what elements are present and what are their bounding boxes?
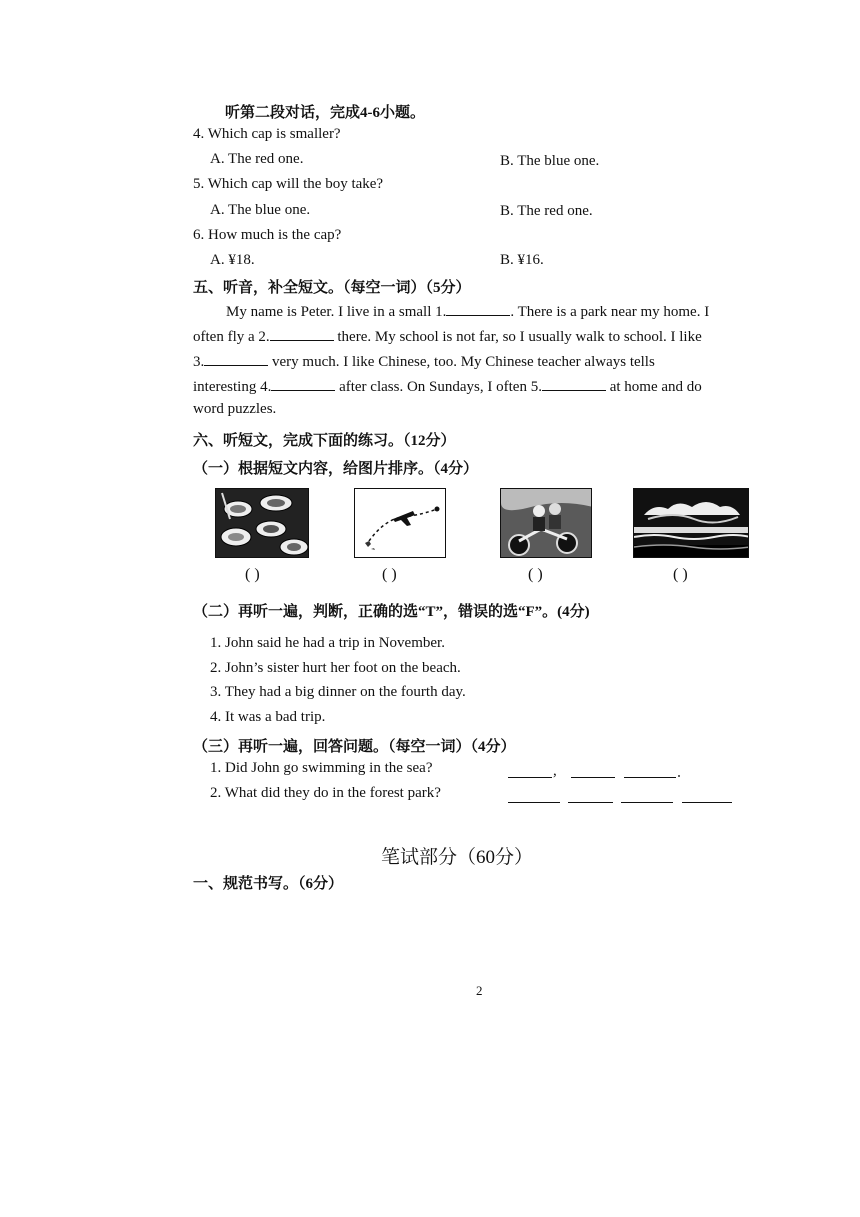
question-5-option-b: B. The red one. <box>500 203 593 219</box>
order-paren-3[interactable]: ( ) <box>528 566 543 583</box>
part6-sub3: （三）再听一遍，回答问题。（每空一词）（4分） <box>193 739 516 755</box>
cloze-text: My name is Peter. I live in a small 1. <box>226 304 447 320</box>
answer-question-1: 1. Did John go swimming in the sea? <box>210 760 433 776</box>
part6-heading: 六、听短文，完成下面的练习。（12分） <box>193 433 456 449</box>
blank-1[interactable] <box>446 301 510 316</box>
cloze-line-4 <box>193 376 702 396</box>
food-plates-picture <box>215 488 309 558</box>
cloze-text: there. My school is not far, so I usually walk to school. I like <box>333 329 702 345</box>
tf-statement-1: 1. John said he had a trip in November. <box>210 635 445 651</box>
section-b-intro: 听第二段对话，完成4-6小题。 <box>225 105 425 121</box>
beach-icon <box>634 489 749 558</box>
question-6-option-b: B. ¥16. <box>500 252 544 268</box>
part6-sub1: （一）根据短文内容，给图片排序。（4分） <box>193 461 479 477</box>
part5-heading: 五、听音，补全短文。（每空一词）（5分） <box>193 280 471 296</box>
question-5: 5. Which cap will the boy take? <box>193 176 384 192</box>
question-5-option-a: A. The blue one. <box>210 202 311 218</box>
cloze-text: often fly a 2. <box>193 329 270 345</box>
cloze-line-2 <box>193 326 702 346</box>
question-6-option-a: A. ¥18. <box>210 252 255 268</box>
question-6: 6. How much is the cap? <box>193 227 342 243</box>
cloze-text: 3. <box>193 354 205 370</box>
motorbike-riders-picture <box>500 488 592 558</box>
cloze-text: very much. I like Chinese, too. My Chinese teacher always tells <box>268 354 655 370</box>
order-paren-1[interactable]: ( ) <box>245 566 260 583</box>
blank-4[interactable] <box>271 376 335 391</box>
written-section-title: 笔试部分（60分） <box>381 847 534 868</box>
question-4-option-b: B. The blue one. <box>500 153 600 169</box>
tf-statement-4: 4. It was a bad trip. <box>210 709 326 725</box>
cloze-text: interesting 4. <box>193 379 272 395</box>
answer-blank[interactable] <box>682 802 732 803</box>
answer-blank[interactable] <box>568 802 613 803</box>
part6-sub2: （二）再听一遍，判断，正确的选“T”，错误的选“F”。(4分) <box>193 604 590 620</box>
cloze-line-1 <box>226 301 709 321</box>
beach-sea-picture <box>633 488 749 558</box>
answer-blank[interactable] <box>508 777 552 778</box>
blank-3[interactable] <box>204 351 268 366</box>
blank-2[interactable] <box>270 326 334 341</box>
answer-blank[interactable] <box>621 802 673 803</box>
question-4-option-a: A. The red one. <box>210 151 304 167</box>
cloze-line-5: word puzzles. <box>193 401 277 417</box>
cloze-text: after class. On Sundays, I often 5. <box>335 379 542 395</box>
answer-question-2: 2. What did they do in the forest park? <box>210 785 441 801</box>
page-number: 2 <box>476 983 483 998</box>
answer-blank[interactable] <box>508 802 560 803</box>
answer-blank[interactable] <box>571 777 615 778</box>
comma-mark: , <box>553 763 557 779</box>
written-section-heading: 一、规范书写。（6分） <box>193 876 344 892</box>
tf-statement-2: 2. John’s sister hurt her foot on the beach. <box>210 660 461 676</box>
cloze-line-3 <box>193 351 655 371</box>
cloze-text: at home and do <box>605 379 702 395</box>
food-plates-icon <box>216 489 309 558</box>
blank-5[interactable] <box>542 376 606 391</box>
question-4: 4. Which cap is smaller? <box>193 126 341 142</box>
order-paren-4[interactable]: ( ) <box>673 566 688 583</box>
motorbike-icon <box>501 489 592 558</box>
order-paren-2[interactable]: ( ) <box>382 566 397 583</box>
answer-blank[interactable] <box>624 777 676 778</box>
tf-statement-3: 3. They had a big dinner on the fourth day. <box>210 684 466 700</box>
cloze-text: . There is a park near my home. I <box>510 304 710 320</box>
airplane-flight-picture <box>354 488 446 558</box>
period-mark <box>678 775 680 777</box>
airplane-icon <box>355 489 446 558</box>
